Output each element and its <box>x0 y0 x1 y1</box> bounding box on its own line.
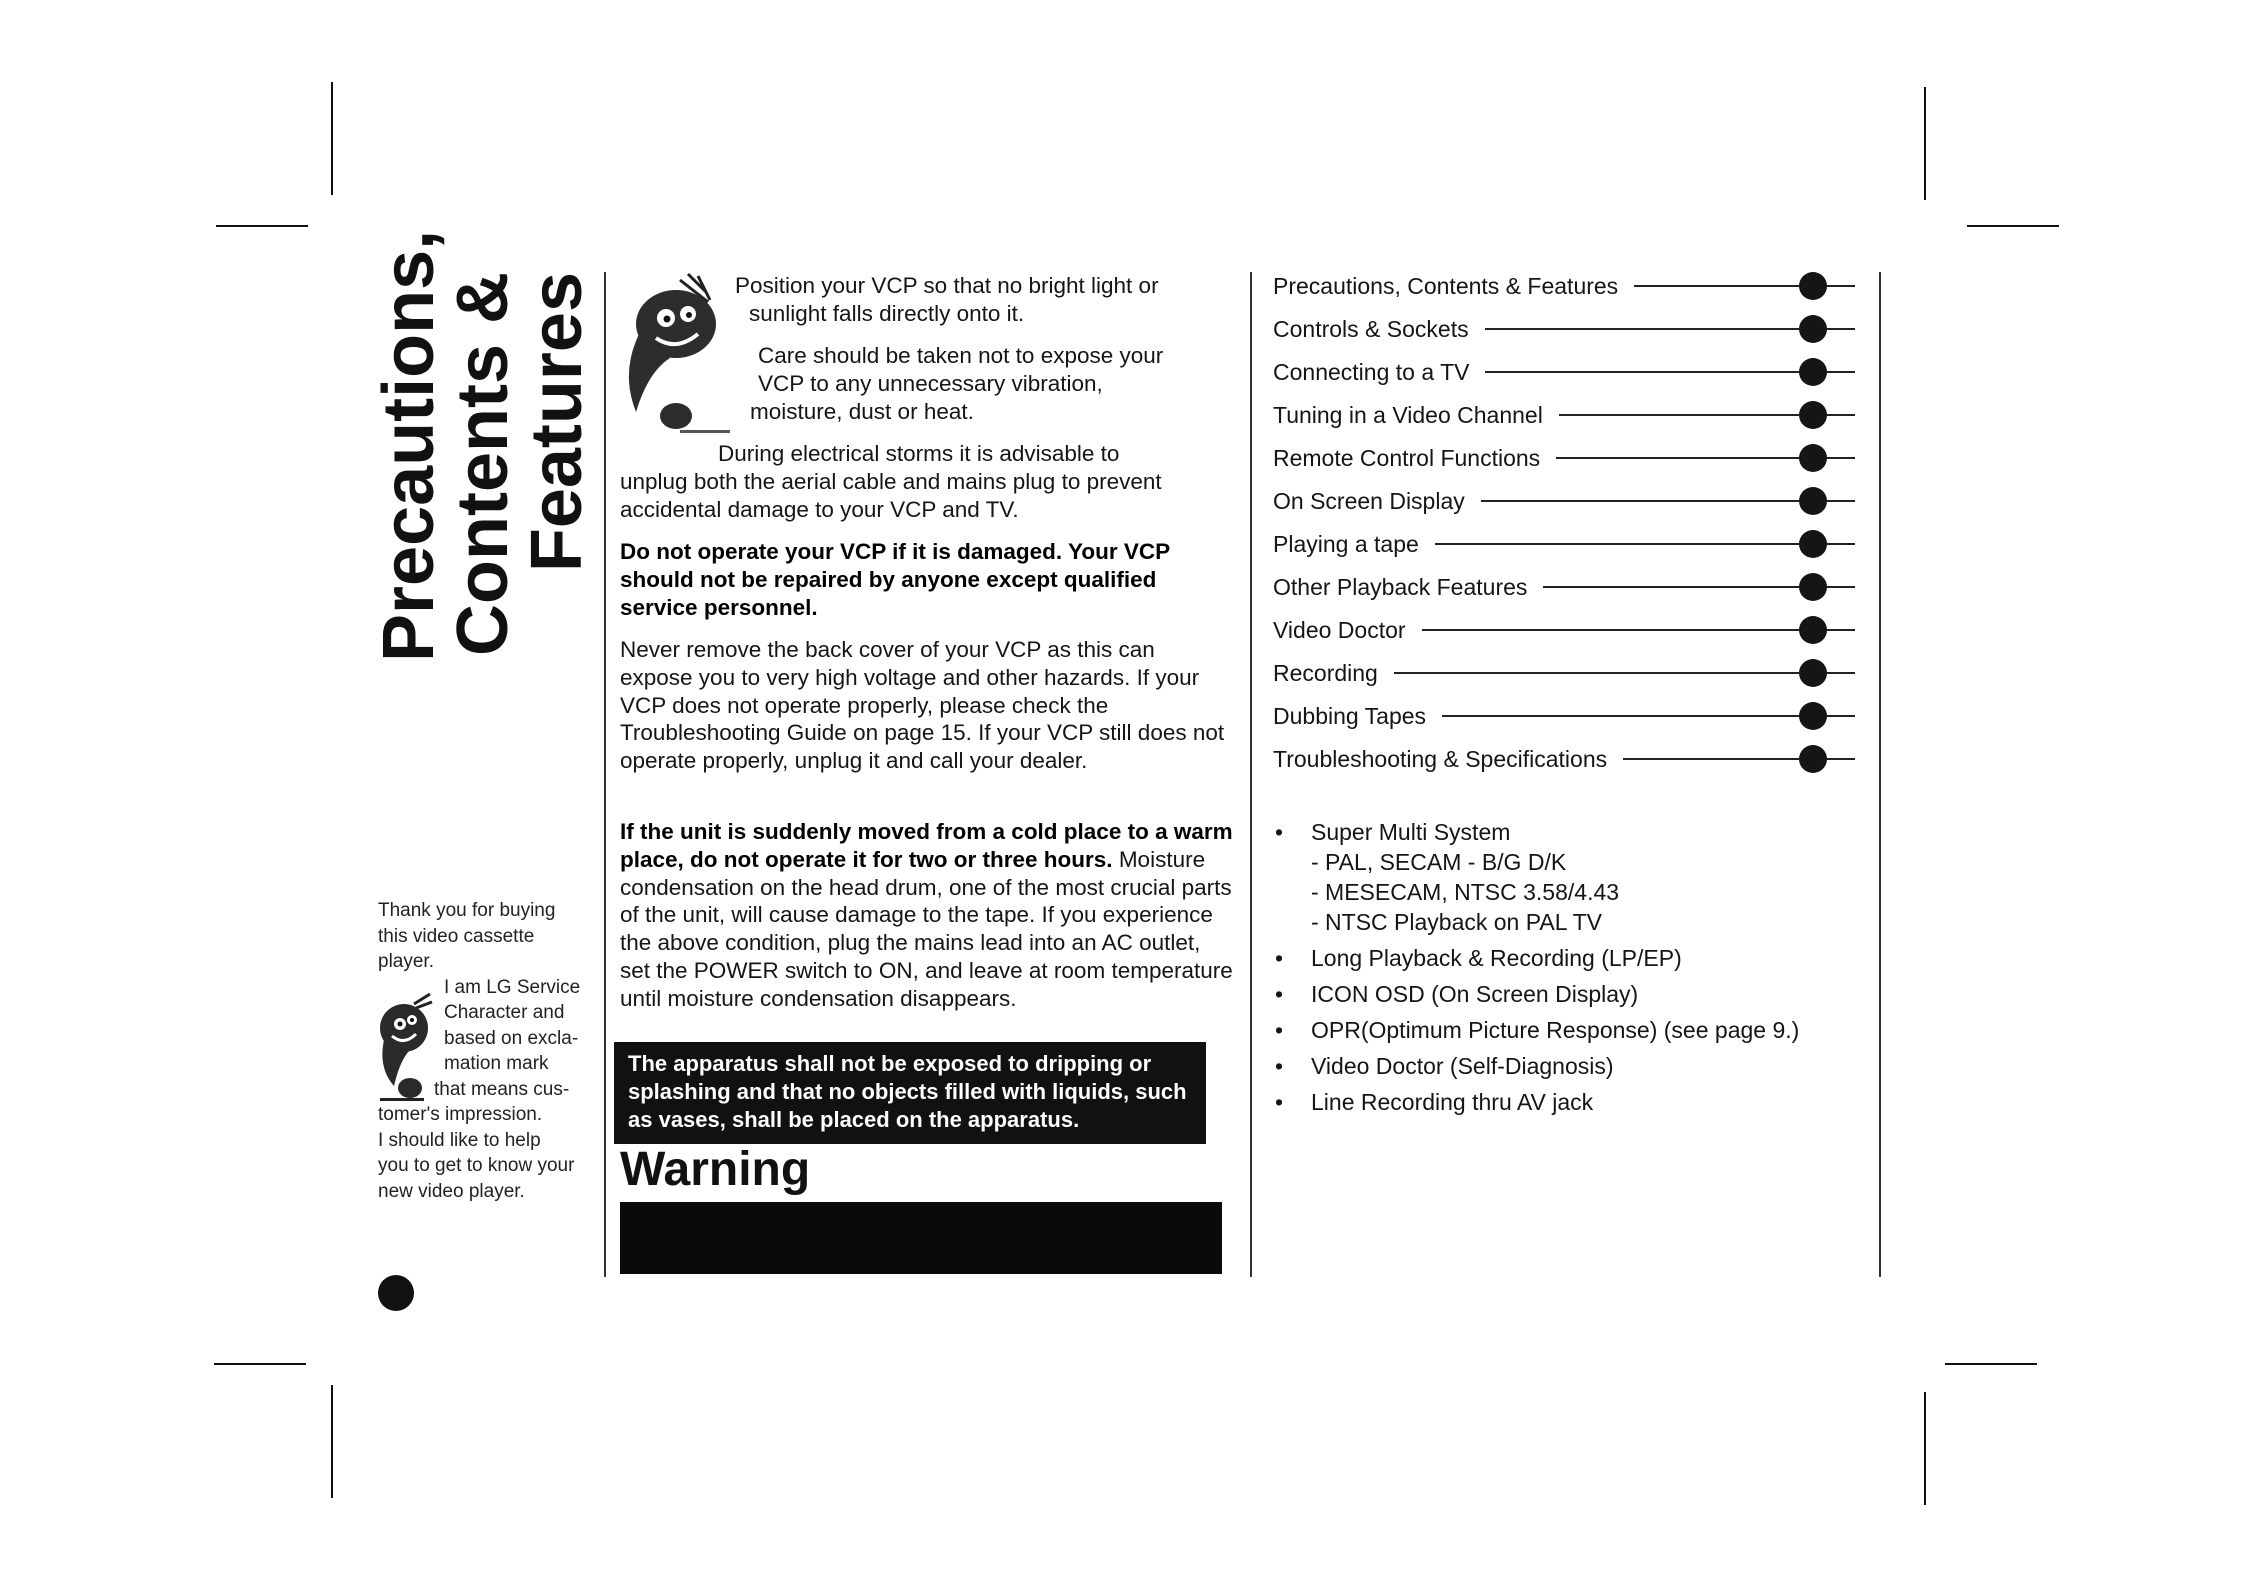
contents-item[interactable] <box>1273 309 1855 349</box>
feature-item <box>1273 817 1873 847</box>
contents-item-label: Remote Control Functions <box>1273 444 1541 471</box>
leader-tail <box>1827 672 1855 674</box>
section-marker-dot <box>1799 401 1827 429</box>
feature-item <box>1273 1015 1873 1045</box>
precaution-storm-text: unplug both the aerial cable and mains plug to prevent accidental damage to your VCP and TV. <box>620 468 1162 522</box>
feature-label: Video Doctor (Self-Diagnosis) <box>1311 1053 1614 1079</box>
column-divider-middle <box>1250 272 1252 1277</box>
crop-mark-tr-vertical <box>1924 87 1926 200</box>
leader-tail <box>1827 285 1855 287</box>
intro-line: this video cassette <box>378 925 535 947</box>
leader-tail <box>1827 414 1855 416</box>
contents-item-label: Connecting to a TV <box>1273 358 1470 385</box>
section-title-line-1: Precautions, <box>369 229 449 662</box>
section-marker-dot <box>1799 702 1827 730</box>
feature-sub-item: - PAL, SECAM - B/G D/K <box>1311 849 1567 875</box>
features-list <box>1273 817 1873 1117</box>
leader-tail <box>1827 715 1855 717</box>
bullet-icon: • <box>1275 981 1284 1007</box>
precaution-vibration-line-1: Care should be taken not to expose your <box>758 343 1164 368</box>
section-marker-dot <box>1799 745 1827 773</box>
contents-item[interactable] <box>1273 739 1855 779</box>
service-character-icon <box>610 272 735 437</box>
feature-label: Super Multi System <box>1311 819 1511 845</box>
leader-line <box>1559 414 1799 416</box>
precaution-storm-line-1: During electrical storms it is advisable to <box>718 441 1120 466</box>
crop-mark-br-vertical <box>1924 1392 1926 1505</box>
crop-mark-tr-horizontal <box>1967 225 2059 227</box>
intro-line: mation mark <box>444 1053 549 1074</box>
section-marker-dot <box>1799 444 1827 472</box>
intro-line: you to get to know your <box>378 1155 575 1176</box>
section-marker-dot <box>1799 487 1827 515</box>
leader-tail <box>1827 543 1855 545</box>
contents-item-label: Recording <box>1273 659 1378 686</box>
warning-title: Warning <box>620 1143 811 1196</box>
precaution-damage-warning: Do not operate your VCP if it is damaged. Your VCP should not be repaired by anyone except qualified service personnel. <box>620 539 1170 620</box>
bullet-icon: • <box>1275 945 1284 971</box>
bullet-icon: • <box>1275 819 1284 845</box>
section-marker-dot <box>1799 659 1827 687</box>
contents-item-label: Controls & Sockets <box>1273 315 1469 342</box>
page-number-dot <box>378 1275 414 1311</box>
leader-line <box>1485 371 1799 373</box>
intro-line: Thank you for buying <box>378 900 556 921</box>
feature-item <box>1273 1051 1873 1081</box>
contents-item[interactable] <box>1273 696 1855 736</box>
section-marker-dot <box>1799 616 1827 644</box>
section-title <box>369 229 612 662</box>
crop-mark-br-horizontal <box>1945 1363 2037 1365</box>
contents-item[interactable] <box>1273 524 1855 564</box>
column-divider-right <box>1879 272 1881 1277</box>
column-divider-left <box>604 272 606 1277</box>
section-title-line-2: Contents & <box>443 272 523 656</box>
service-character-icon <box>370 990 442 1102</box>
feature-label: OPR(Optimum Picture Response) (see page 9.) <box>1311 1017 1800 1043</box>
contents-item[interactable] <box>1273 352 1855 392</box>
feature-label: Line Recording thru AV jack <box>1311 1089 1594 1115</box>
contents-item-label: Precautions, Contents & Features <box>1273 272 1619 299</box>
feature-sub-item: - MESECAM, NTSC 3.58/4.43 <box>1311 879 1620 905</box>
contents-item-label: Video Doctor <box>1273 616 1406 643</box>
feature-sub-item: - NTSC Playback on PAL TV <box>1311 909 1603 935</box>
leader-line <box>1422 629 1799 631</box>
leader-line <box>1485 328 1799 330</box>
contents-item[interactable] <box>1273 266 1855 306</box>
leader-tail <box>1827 328 1855 330</box>
intro-line: based on excla- <box>444 1027 579 1049</box>
precaution-condensation-text: Moisture condensation on the head drum, one of the most crucial parts of the unit, will cause damage to the tape. If you experience the above condition, plug the mains lead into an AC outlet, set the POWER switch to ON, and leave at room temperature until moisture condensation disappears. <box>620 846 1233 1011</box>
contents-item-label: Tuning in a Video Channel <box>1273 401 1543 428</box>
leader-tail <box>1827 371 1855 373</box>
contents-item[interactable] <box>1273 610 1855 650</box>
precaution-back-cover: Never remove the back cover of your VCP as this can expose you to very high voltage and other hazards. If your VCP does not operate properly, please check the Troubleshooting Guide on page 15. If your VCP still does not operate properly, unplug it and call your dealer. <box>620 637 1225 774</box>
bullet-icon: • <box>1275 1089 1284 1115</box>
leader-line <box>1623 758 1799 760</box>
leader-line <box>1435 543 1799 545</box>
leader-tail <box>1827 758 1855 760</box>
section-marker-dot <box>1799 315 1827 343</box>
intro-line: that means cus- <box>434 1078 570 1100</box>
intro-line: new video player. <box>378 1180 525 1202</box>
contents-item-label: Troubleshooting & Specifications <box>1273 745 1608 772</box>
leader-tail <box>1827 500 1855 502</box>
leader-line <box>1442 715 1799 717</box>
leader-line <box>1543 586 1799 588</box>
bullet-icon: • <box>1275 1017 1284 1043</box>
contents-item-label: On Screen Display <box>1273 487 1465 514</box>
feature-item <box>1273 943 1873 973</box>
crop-mark-tl-horizontal <box>216 225 308 227</box>
contents-item[interactable] <box>1273 567 1855 607</box>
intro-line: player. <box>378 951 434 972</box>
contents-item[interactable] <box>1273 653 1855 693</box>
precaution-vibration-line-2: VCP to any unnecessary vibration, <box>758 370 1103 396</box>
crop-mark-bl-horizontal <box>214 1363 306 1365</box>
leader-line <box>1481 500 1799 502</box>
section-marker-dot <box>1799 272 1827 300</box>
precaution-condensation-bold: If the unit is suddenly moved from a cold place to a warm place, do not operate it for two or three hours. <box>620 819 1233 872</box>
contents-item-label: Other Playback Features <box>1273 573 1528 600</box>
precaution-light-line-1: Position your VCP so that no bright light or <box>735 273 1159 298</box>
crop-mark-bl-vertical <box>331 1385 333 1498</box>
intro-line: Character and <box>444 1002 565 1023</box>
intro-line: tomer's impression. <box>378 1104 543 1125</box>
precaution-condensation <box>620 818 1234 1013</box>
leader-tail <box>1827 457 1855 459</box>
bullet-icon: • <box>1275 1053 1284 1079</box>
feature-label: ICON OSD (On Screen Display) <box>1311 981 1639 1007</box>
section-marker-dot <box>1799 358 1827 386</box>
leader-line <box>1634 285 1799 287</box>
warning-box: The apparatus shall not be exposed to dripping or splashing and that no objects filled with liquids, such as vases, shall be placed on the apparatus. <box>614 1042 1206 1144</box>
feature-item <box>1273 1087 1873 1117</box>
intro-line: I should like to help <box>378 1129 541 1151</box>
section-title-line-3: Features <box>517 272 597 573</box>
crop-mark-tl-vertical <box>331 82 333 195</box>
leader-tail <box>1827 586 1855 588</box>
contents-item-label: Dubbing Tapes <box>1273 702 1427 729</box>
intro-line: I am LG Service <box>444 976 581 998</box>
leader-line <box>1394 672 1799 674</box>
feature-label: Long Playback & Recording (LP/EP) <box>1311 945 1682 971</box>
section-marker-dot <box>1799 530 1827 558</box>
warning-bar <box>620 1202 1222 1274</box>
contents-item[interactable] <box>1273 395 1855 435</box>
contents-item[interactable] <box>1273 481 1855 521</box>
precaution-vibration-line-3: moisture, dust or heat. <box>750 398 974 424</box>
feature-item <box>1273 979 1873 1009</box>
contents-item[interactable] <box>1273 438 1855 478</box>
contents-item-label: Playing a tape <box>1273 530 1419 557</box>
leader-line <box>1556 457 1799 459</box>
leader-tail <box>1827 629 1855 631</box>
precaution-light-line-2: sunlight falls directly onto it. <box>749 300 1025 326</box>
section-marker-dot <box>1799 573 1827 601</box>
